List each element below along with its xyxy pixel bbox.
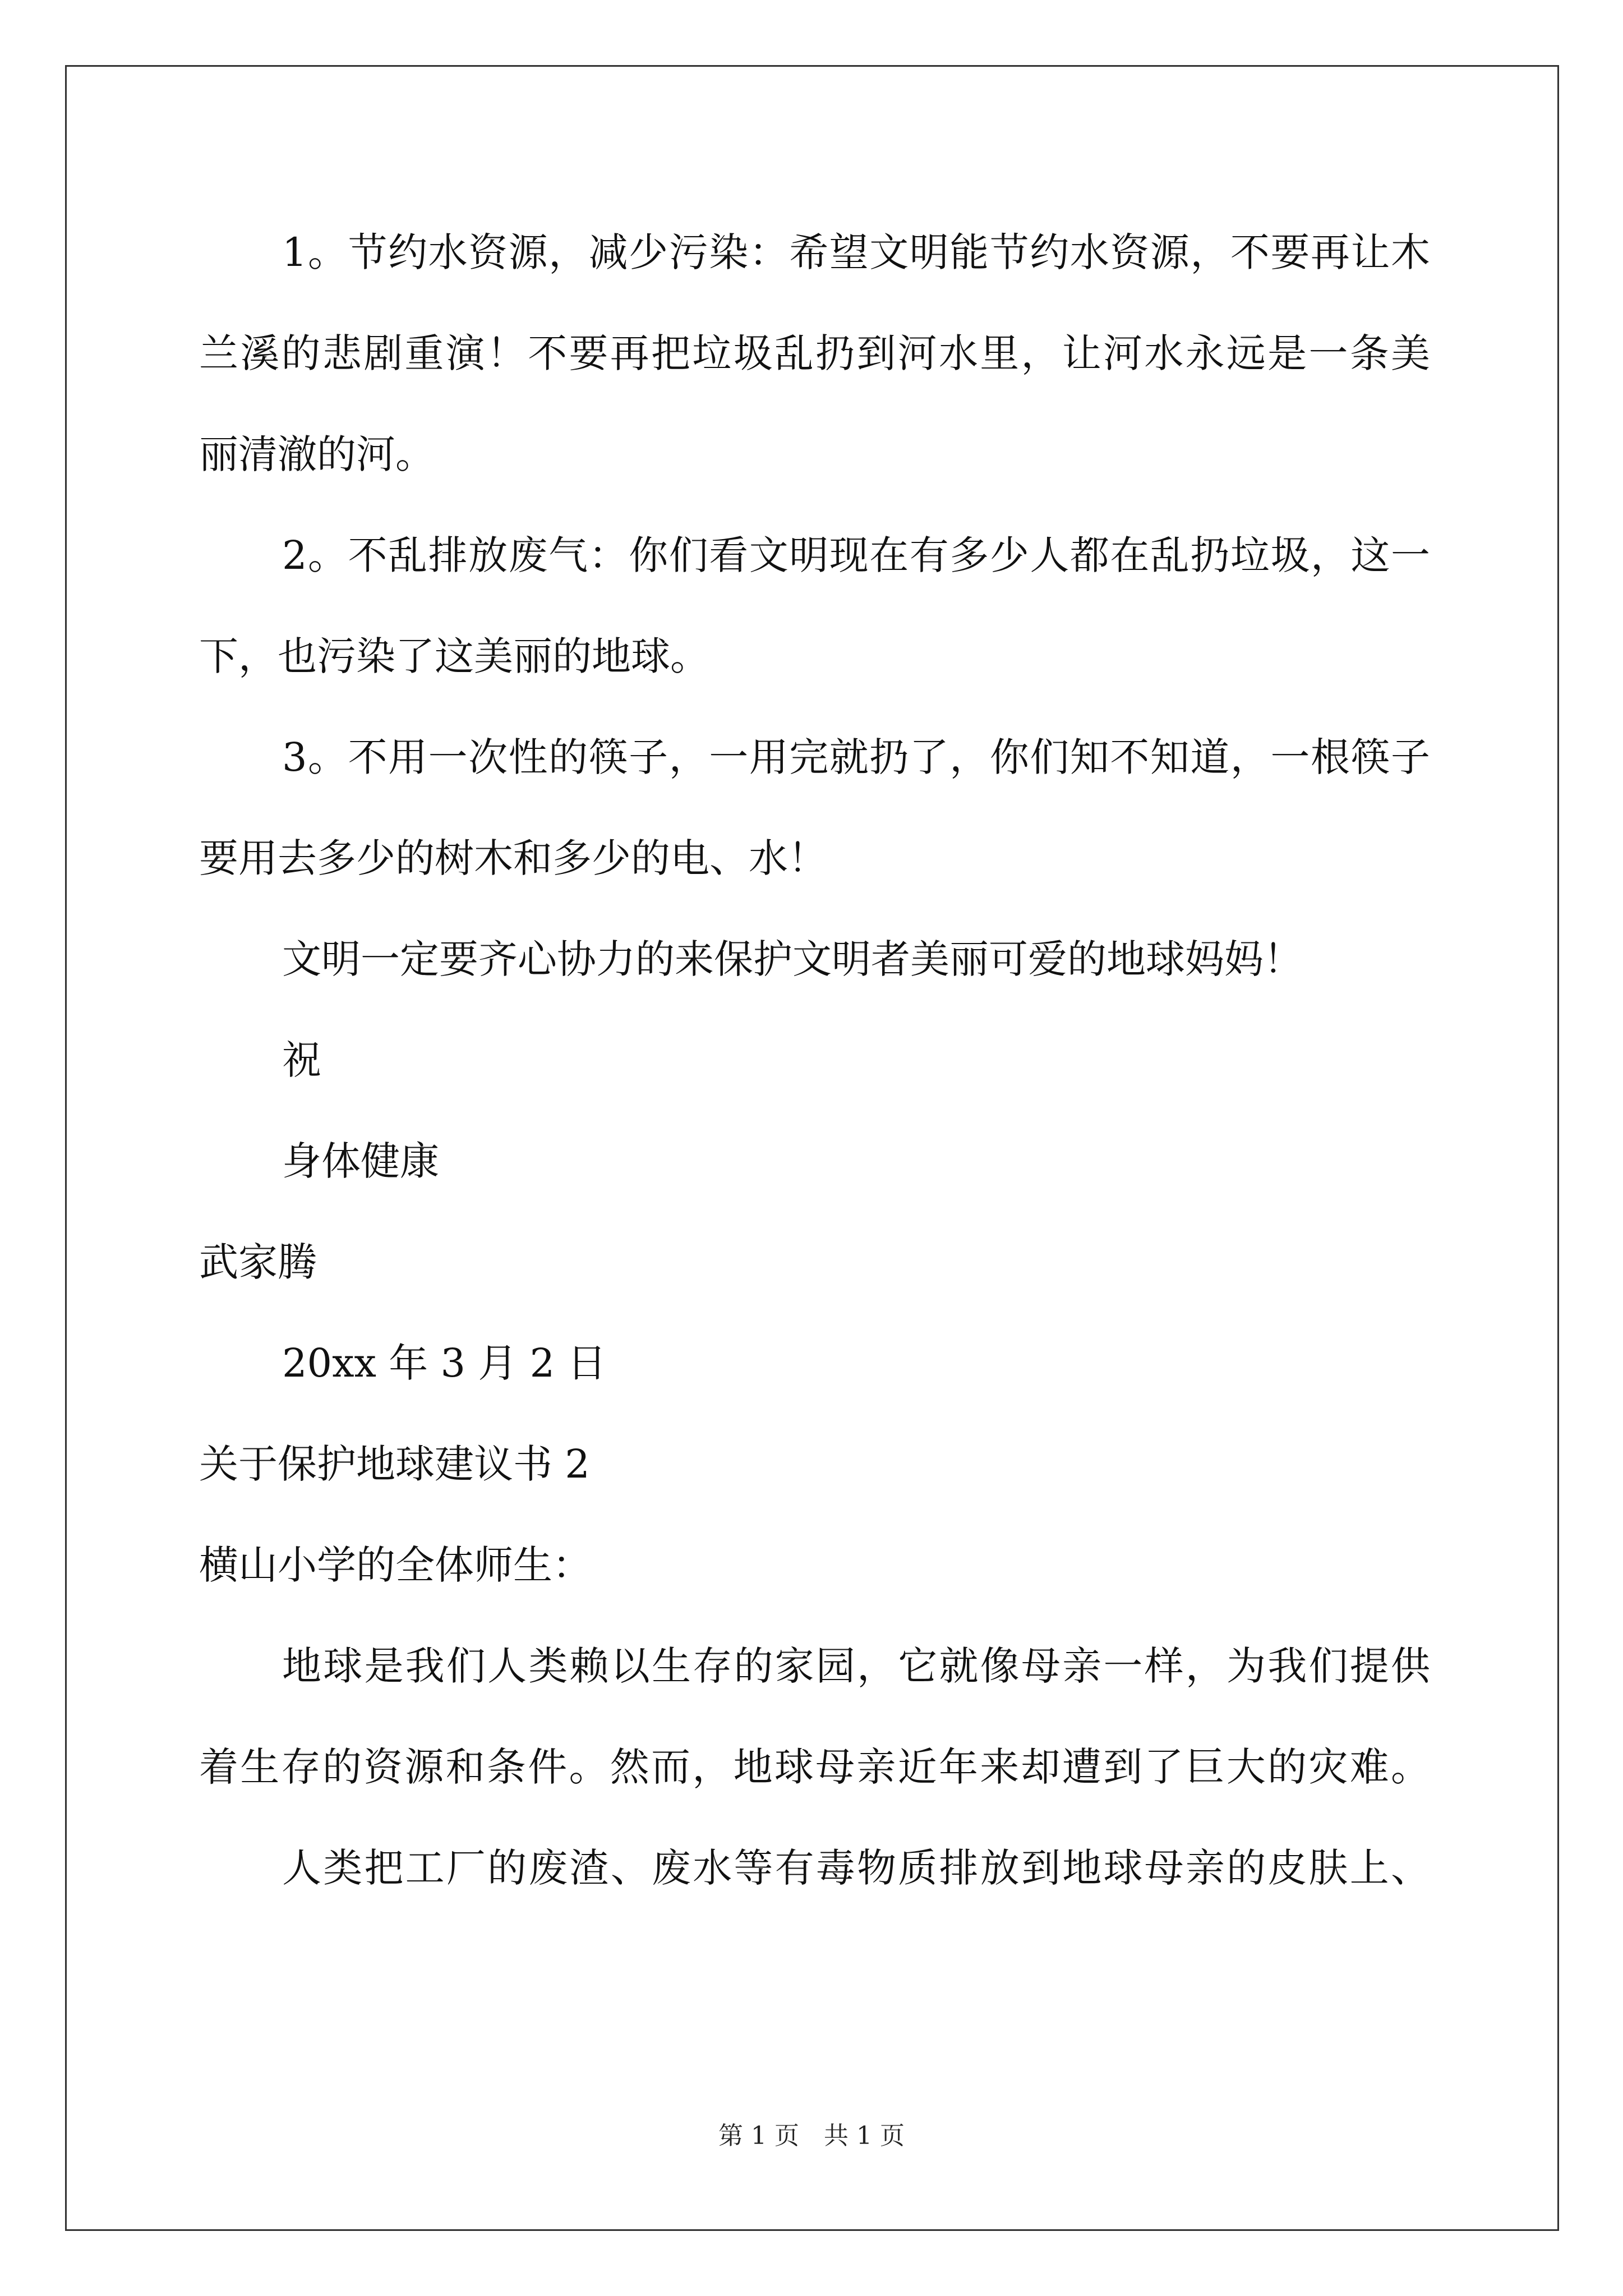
section-title: 关于保护地球建议书 2 bbox=[199, 1441, 590, 1487]
addressee-line: 横山小学的全体师生： bbox=[199, 1542, 592, 1588]
paragraph-line: 文明一定要齐心协力的来保护文明者美丽可爱的地球妈妈！ bbox=[282, 936, 1303, 982]
paragraph-line: 下，也污染了这美丽的地球。 bbox=[199, 633, 709, 679]
signature-name: 武家腾 bbox=[199, 1239, 317, 1285]
paragraph-line: 2。不乱排放废气：你们看文明现在有多少人都在乱扔垃圾，这一 bbox=[282, 532, 1430, 578]
salutation-line: 身体健康 bbox=[282, 1138, 439, 1184]
paragraph-line: 要用去多少的树木和多少的电、水！ bbox=[199, 835, 827, 881]
paragraph-line: 着生存的资源和条件。然而，地球母亲近年来却遭到了巨大的灾难。 bbox=[199, 1744, 1430, 1790]
paragraph-line: 人类把工厂的废渣、废水等有毒物质排放到地球母亲的皮肤上、 bbox=[282, 1845, 1430, 1891]
paragraph-line: 兰溪的悲剧重演！不要再把垃圾乱扔到河水里，让河水永远是一条美 bbox=[199, 330, 1430, 376]
signature-date: 20xx 年 3 月 2 日 bbox=[282, 1340, 607, 1386]
paragraph-line: 1。节约水资源，减少污染：希望文明能节约水资源，不要再让木 bbox=[282, 229, 1430, 275]
paragraph-line: 地球是我们人类赖以生存的家园，它就像母亲一样，为我们提供 bbox=[282, 1643, 1430, 1689]
salutation-line: 祝 bbox=[282, 1037, 321, 1083]
page-footer: 第 1 页 共 1 页 bbox=[718, 2122, 905, 2150]
paragraph-line: 3。不用一次性的筷子，一用完就扔了，你们知不知道，一根筷子 bbox=[282, 734, 1430, 780]
paragraph-line: 丽清澈的河。 bbox=[199, 431, 435, 477]
